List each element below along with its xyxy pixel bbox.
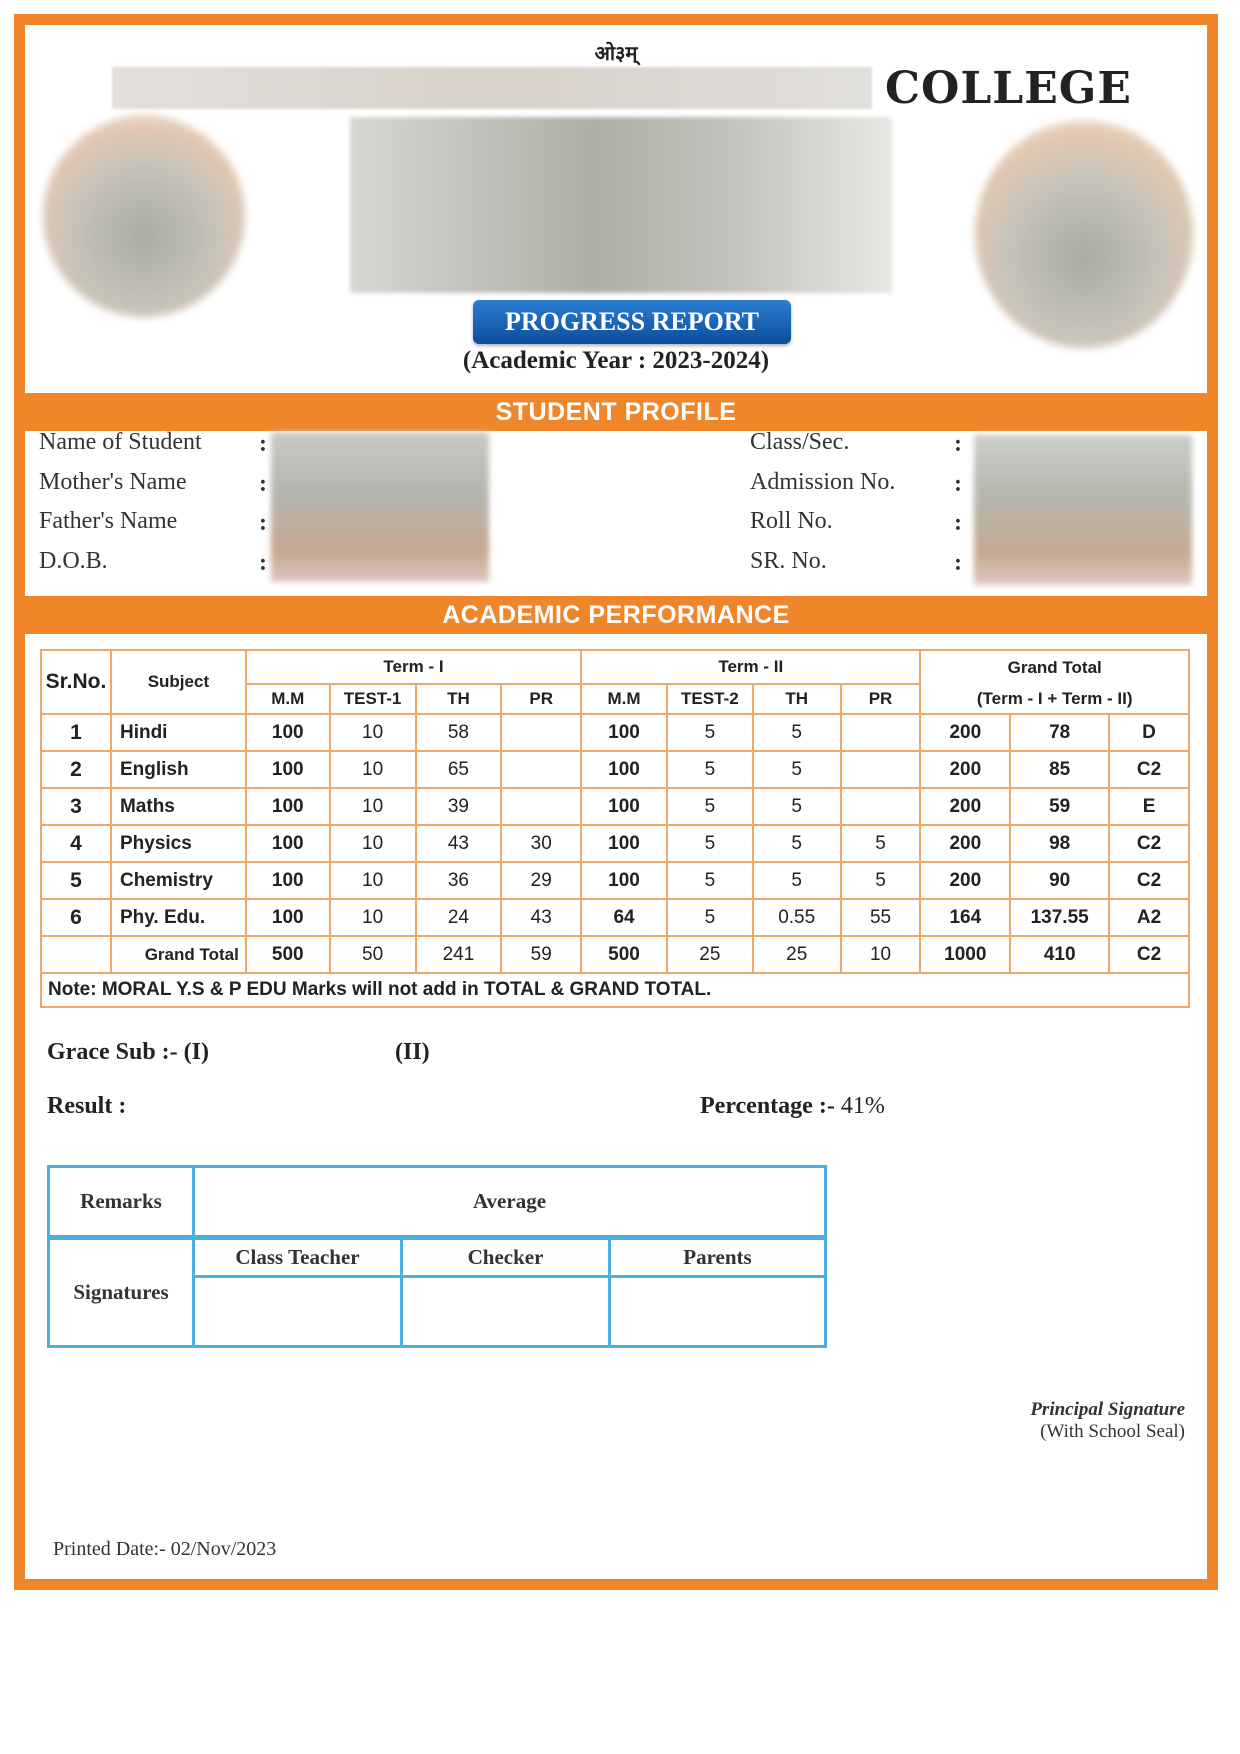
cell-t2-mm: 100 [581,862,667,899]
percentage-label: Percentage :- [700,1093,835,1119]
cell-srno: 3 [41,788,111,825]
principal-signature: Principal Signature [1030,1399,1185,1420]
header-pr: PR [841,684,921,714]
header-term2: Term - II [581,650,920,684]
cell: 241 [416,936,502,973]
cell-t2-th: 5 [753,751,841,788]
table-row [41,862,1189,899]
colon: : [259,550,267,576]
cell: 59 [501,936,581,973]
remarks-label: Remarks [49,1167,194,1237]
header-term1: Term - I [246,650,581,684]
cell-grade: A2 [1109,899,1189,936]
cell-gt-obt: 98 [1010,825,1109,862]
percentage [700,1093,885,1120]
cell-gt-obt: 85 [1010,751,1109,788]
header-th: TH [416,684,502,714]
colon: : [259,471,267,497]
report-body [25,25,1207,1579]
cell-subject: Hindi [111,714,246,751]
cell-t2-test: 5 [667,714,753,751]
header-test1: TEST-1 [330,684,416,714]
cell-gt-mm: 164 [920,899,1010,936]
om-symbol: ओ३म् [594,41,638,65]
cell-t2-test: 5 [667,825,753,862]
cell: 500 [581,936,667,973]
remarks-value: Average [194,1167,826,1237]
cell-t1-test: 10 [330,788,416,825]
header-mm: M.M [581,684,667,714]
marks-table [40,649,1190,1008]
cell-t1-mm: 100 [246,751,330,788]
table-row [41,899,1189,936]
table-row [41,714,1189,751]
table-row [41,751,1189,788]
progress-report-title: PROGRESS REPORT [473,300,791,344]
principal-signature-block [1030,1399,1185,1443]
field-label-father: Father's Name [39,508,178,534]
header-pr: PR [501,684,581,714]
cell-t1-pr [501,788,581,825]
cell: 1000 [920,936,1010,973]
cell-t1-mm: 100 [246,825,330,862]
cell: 50 [330,936,416,973]
field-label-admission: Admission No. [750,469,896,495]
cell-subject: English [111,751,246,788]
cell-t1-pr [501,751,581,788]
cell-t1-test: 10 [330,751,416,788]
colon: : [954,550,962,576]
cell-gt-mm: 200 [920,788,1010,825]
report-frame [14,14,1218,1590]
cell-t1-test: 10 [330,899,416,936]
colon: : [259,431,267,457]
grace-sub-1: Grace Sub :- (I) [47,1039,209,1065]
cell-srno: 4 [41,825,111,862]
colon: : [259,510,267,536]
cell-t2-pr: 5 [841,825,921,862]
cell-t1-th: 24 [416,899,502,936]
field-label-class: Class/Sec. [750,429,850,455]
cell-grade: C2 [1109,825,1189,862]
cell-t1-pr: 29 [501,862,581,899]
cell-t2-pr: 55 [841,899,921,936]
sig-checker-box [402,1277,610,1347]
college-name-redacted [112,67,872,109]
result-label: Result : [47,1093,127,1119]
cell-t2-test: 5 [667,899,753,936]
school-address-redacted [350,117,892,293]
field-label-roll: Roll No. [750,508,833,534]
student-details-redacted-right [974,435,1192,585]
sig-checker: Checker [402,1239,610,1277]
cell-t2-th: 5 [753,714,841,751]
grand-total-label: Grand Total [111,936,246,973]
grand-total-row [41,936,1189,973]
cell-t2-mm: 100 [581,751,667,788]
cell-t2-th: 0.55 [753,899,841,936]
cell: C2 [1109,936,1189,973]
cell-t2-th: 5 [753,862,841,899]
header-grand-total: Grand Total [920,650,1189,684]
student-details-redacted-left [271,432,489,582]
header-test2: TEST-2 [667,684,753,714]
cell-subject: Chemistry [111,862,246,899]
cell-srno: 5 [41,862,111,899]
field-label-sr: SR. No. [750,548,827,574]
cell-t1-th: 36 [416,862,502,899]
cell-t2-test: 5 [667,751,753,788]
cell: 410 [1010,936,1109,973]
cell-t1-test: 10 [330,825,416,862]
colon: : [954,471,962,497]
cell-srno: 1 [41,714,111,751]
cell-gt-mm: 200 [920,714,1010,751]
cell-t2-mm: 64 [581,899,667,936]
college-title: COLLEGE [885,63,1132,114]
cell-subject: Maths [111,788,246,825]
cell-t1-th: 65 [416,751,502,788]
table-row [41,788,1189,825]
cell-t1-th: 39 [416,788,502,825]
header-srno: Sr.No. [41,650,111,714]
cell-grade: D [1109,714,1189,751]
table-row [41,825,1189,862]
field-label-dob: D.O.B. [39,548,108,574]
colon: : [954,431,962,457]
cell-empty [41,936,111,973]
cell: 25 [667,936,753,973]
cell-t2-pr [841,788,921,825]
header-th: TH [753,684,841,714]
cell-gt-obt: 59 [1010,788,1109,825]
cell-t2-test: 5 [667,788,753,825]
cell-t1-th: 43 [416,825,502,862]
cell: 10 [841,936,921,973]
cell-t2-pr [841,751,921,788]
sig-parents: Parents [610,1239,826,1277]
cell-t2-pr: 5 [841,862,921,899]
cell-t1-mm: 100 [246,899,330,936]
cell-gt-mm: 200 [920,862,1010,899]
school-logo-left [43,115,245,317]
header-grand-total-sub: (Term - I + Term - II) [920,684,1189,714]
cell-t2-th: 5 [753,788,841,825]
cell-srno: 2 [41,751,111,788]
student-profile-band: STUDENT PROFILE [25,393,1207,431]
cell-grade: E [1109,788,1189,825]
cell: 500 [246,936,330,973]
academic-year: (Academic Year : 2023-2024) [462,347,770,374]
printed-date: Printed Date:- 02/Nov/2023 [53,1538,277,1560]
sig-class-teacher-box [194,1277,402,1347]
cell-t2-test: 5 [667,862,753,899]
colon: : [954,510,962,536]
marks-body [41,714,1189,936]
note-text: Note: MORAL Y.S & P EDU Marks will not add in TOTAL & GRAND TOTAL. [41,973,1189,1007]
cell-t2-mm: 100 [581,714,667,751]
field-label-mother: Mother's Name [39,469,187,495]
header-subject: Subject [111,650,246,714]
cell-t1-test: 10 [330,862,416,899]
cell-gt-obt: 90 [1010,862,1109,899]
cell-gt-mm: 200 [920,825,1010,862]
sig-class-teacher: Class Teacher [194,1239,402,1277]
signatures-table [47,1237,827,1348]
school-logo-right [975,120,1193,348]
cell-grade: C2 [1109,862,1189,899]
cell-subject: Physics [111,825,246,862]
cell-t1-pr [501,714,581,751]
sig-parents-box [610,1277,826,1347]
cell-gt-mm: 200 [920,751,1010,788]
cell-t1-test: 10 [330,714,416,751]
cell: 25 [753,936,841,973]
cell-t1-mm: 100 [246,862,330,899]
cell-t2-th: 5 [753,825,841,862]
cell-t1-pr: 30 [501,825,581,862]
cell-subject: Phy. Edu. [111,899,246,936]
cell-srno: 6 [41,899,111,936]
note-row [41,973,1189,1007]
cell-t1-th: 58 [416,714,502,751]
cell-gt-obt: 78 [1010,714,1109,751]
grace-sub-2: (II) [395,1039,430,1065]
cell-t1-mm: 100 [246,788,330,825]
header-mm: M.M [246,684,330,714]
signatures-label: Signatures [49,1239,194,1347]
cell-grade: C2 [1109,751,1189,788]
cell-t2-mm: 100 [581,788,667,825]
cell-gt-obt: 137.55 [1010,899,1109,936]
remarks-table [47,1165,827,1238]
cell-t1-pr: 43 [501,899,581,936]
academic-performance-band: ACADEMIC PERFORMANCE [25,596,1207,634]
field-label-name: Name of Student [39,429,202,455]
cell-t1-mm: 100 [246,714,330,751]
cell-t2-pr [841,714,921,751]
percentage-value: 41% [840,1093,885,1119]
school-seal-note: (With School Seal) [1040,1421,1185,1442]
cell-t2-mm: 100 [581,825,667,862]
